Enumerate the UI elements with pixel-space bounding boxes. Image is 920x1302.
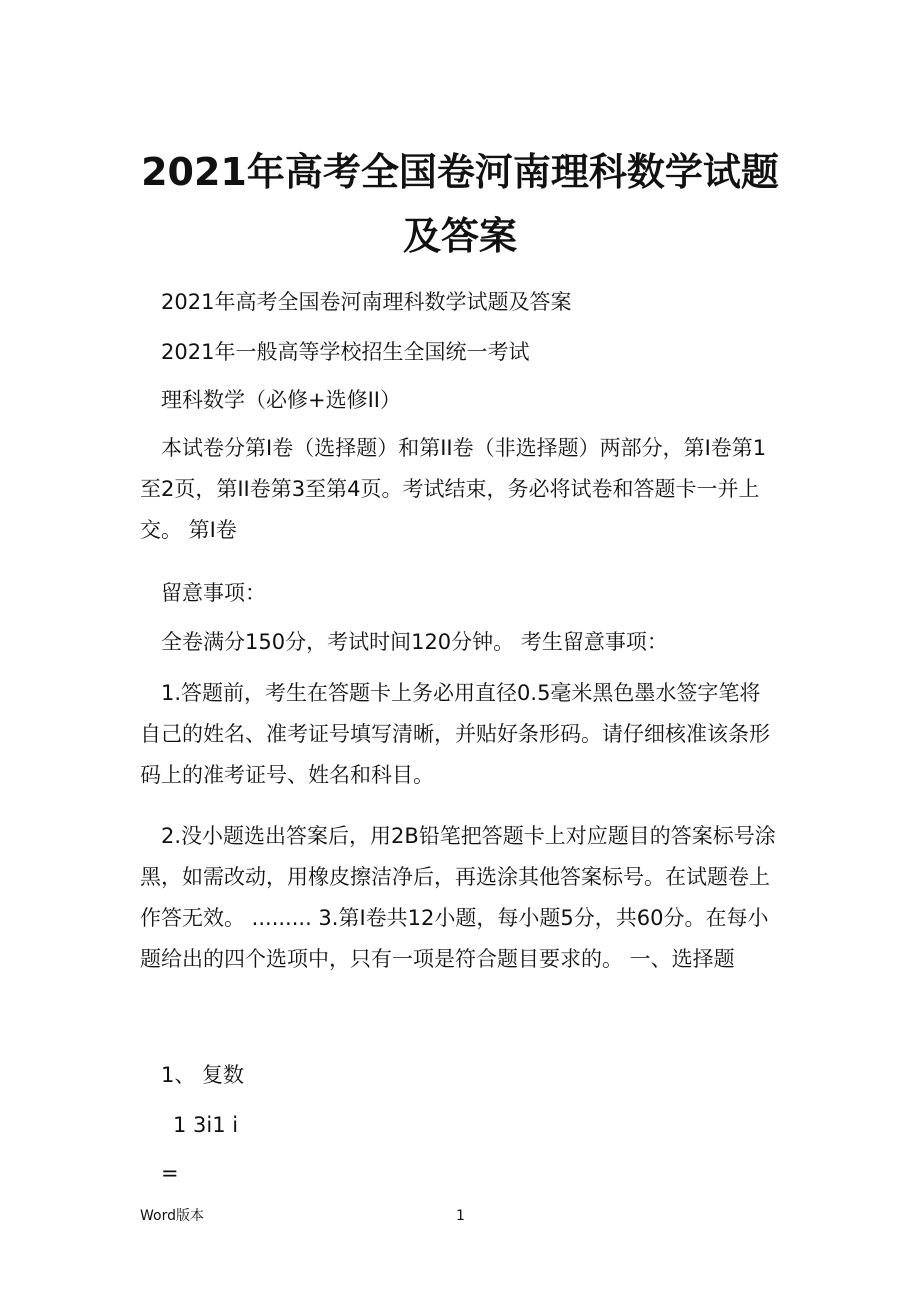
paragraph-instruction-1: 1.答题前，考生在答题卡上务必用直径0.5毫米黑色墨水签字笔将自己的姓名、准考证号填写清晰，并贴好条形码。请仔细核准该条形码上的准考证号、姓名和科目。	[140, 681, 770, 787]
question-1-equals: =	[161, 1161, 179, 1185]
paragraph-intro: 本试卷分第I卷（选择题）和第II卷（非选择题）两部分，第I卷第1至2页，第II卷第3至第4页。考试结束，务必将试卷和答题卡一并上交。 第I卷	[140, 436, 767, 542]
paragraph-exam-name: 2021年一般高等学校招生全国统一考试	[161, 340, 530, 364]
paragraph-instruction-2: 2.没小题选出答案后，用2B铅笔把答题卡上对应题目的答案标号涂黑，如需改动，用橡皮擦洁净后，再选涂其他答案标号。在试题卷上作答无效。 ......... 3.第I卷共12小题，每小题5分，共60分。在每小题给出的四个选项中，只有一项是符合题目要求的。 一、选择题	[140, 824, 776, 971]
document-title: 2021年高考全国卷河南理科数学试题及答案	[141, 150, 779, 258]
page-number: 1	[456, 1208, 465, 1224]
paragraph-subject: 理科数学（必修+选修II）	[161, 388, 401, 412]
question-1-label: 1、 复数	[161, 1063, 245, 1087]
paragraph-score-time: 全卷满分150分，考试时间120分钟。 考生留意事项：	[161, 630, 668, 654]
question-1-formula: 1 3i1 i	[173, 1113, 239, 1137]
paragraph-title-repeat: 2021年高考全国卷河南理科数学试题及答案	[161, 290, 572, 314]
paragraph-notice-heading: 留意事项：	[161, 581, 266, 605]
footer-label: Word版本	[140, 1208, 204, 1224]
